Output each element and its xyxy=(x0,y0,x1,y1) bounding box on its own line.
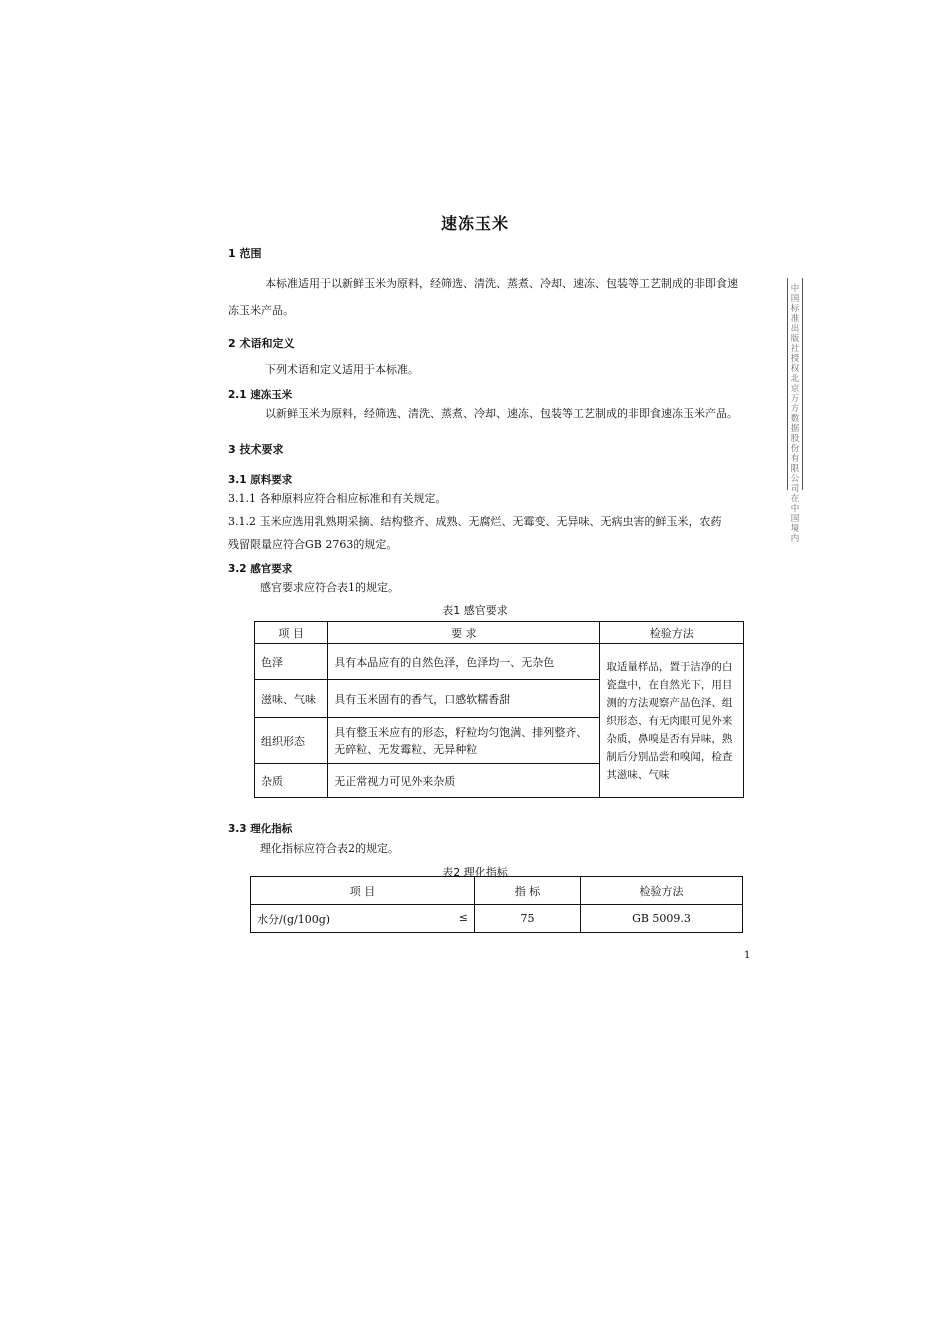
table-header-cell: 检验方法 xyxy=(581,877,743,905)
section-3-1-2-text-line-1: 3.1.2 玉米应选用乳熟期采摘、结构整齐、成熟、无腐烂、无霉变、无异味、无病虫害的鲜玉米，农药 xyxy=(228,515,722,528)
table-header-cell: 指 标 xyxy=(475,877,581,905)
section-3-2-text: 感官要求应符合表1的规定。 xyxy=(260,581,399,594)
section-2-1-text: 以新鲜玉米为原料，经筛选、清洗、蒸煮、冷却、速冻、包装等工艺制成的非即食速冻玉米产品。 xyxy=(265,407,738,420)
requirement-cell: 无正常视力可见外来杂质 xyxy=(328,764,600,798)
item-cell: 杂质 xyxy=(255,764,328,798)
table-2-caption: 表2 理化指标 xyxy=(442,866,508,879)
item-label: 水分/(g/100g) xyxy=(257,912,331,926)
section-3-2-heading: 3.2 感官要求 xyxy=(228,563,293,575)
item-cell: 组织形态 xyxy=(255,718,328,764)
test-method-cell xyxy=(600,644,744,798)
section-2-text: 下列术语和定义适用于本标准。 xyxy=(265,363,419,376)
requirement-cell xyxy=(328,718,600,764)
table-header-cell: 要 求 xyxy=(328,622,600,644)
method-line: 制后分别品尝和嗅闻，检查 xyxy=(606,750,733,763)
method-cell: GB 5009.3 xyxy=(581,905,743,933)
item-cell: 色泽 xyxy=(255,644,328,680)
section-2-heading: 2 术语和定义 xyxy=(228,337,295,350)
section-2-1-heading: 2.1 速冻玉米 xyxy=(228,389,293,401)
requirement-line: 具有整玉米应有的形态，籽粒均匀饱满、排列整齐、 xyxy=(334,725,588,739)
section-3-1-2-text-line-2: 残留限量应符合GB 2763的规定。 xyxy=(228,538,398,551)
requirement-cell: 具有本品应有的自然色泽，色泽均一、无杂色 xyxy=(328,644,600,680)
section-3-1-heading: 3.1 原料要求 xyxy=(228,474,293,486)
section-3-3-text: 理化指标应符合表2的规定。 xyxy=(260,842,399,855)
table-header-cell: 项 目 xyxy=(255,622,328,644)
method-line: 杂质，鼻嗅是否有异味，熟 xyxy=(606,732,733,745)
requirement-cell: 具有玉米固有的香气，口感软糯香甜 xyxy=(328,680,600,718)
item-cell xyxy=(251,905,475,933)
section-1-text-line-2: 冻玉米产品。 xyxy=(228,304,294,317)
method-line: 测的方法观察产品色泽、组 xyxy=(606,696,733,709)
method-line: 取适量样品，置于洁净的白 xyxy=(606,660,733,673)
method-line: 其滋味、气味 xyxy=(606,768,670,781)
requirement-line: 无碎粒、无发霉粒、无异种粒 xyxy=(334,742,478,756)
table-header-row xyxy=(251,877,743,905)
section-3-heading: 3 技术要求 xyxy=(228,443,284,456)
table-row xyxy=(255,644,744,680)
method-line: 织形态、有无肉眼可见外来 xyxy=(606,714,733,727)
less-equal-symbol: ≤ xyxy=(458,910,468,924)
table-header-row xyxy=(255,622,744,644)
section-1-text-line-1: 本标准适用于以新鲜玉米为原料，经筛选、清洗、蒸煮、冷却、速冻、包装等工艺制成的非即食速 xyxy=(265,277,738,290)
section-3-3-heading: 3.3 理化指标 xyxy=(228,823,293,835)
section-3-1-1-text: 3.1.1 各种原料应符合相应标准和有关规定。 xyxy=(228,492,447,505)
table-1-caption: 表1 感官要求 xyxy=(442,604,508,617)
table-row xyxy=(251,905,743,933)
side-margin-text: 中国标准出版社授权北京万方数据股份有限公司在中国境内 xyxy=(790,284,800,544)
sensory-requirements-table xyxy=(254,621,744,798)
section-1-heading: 1 范围 xyxy=(228,247,262,260)
item-cell: 滋味、气味 xyxy=(255,680,328,718)
document-title: 速冻玉米 xyxy=(440,214,509,233)
page-number: 1 xyxy=(744,950,751,961)
physicochemical-table xyxy=(250,876,743,933)
value-cell: 75 xyxy=(475,905,581,933)
method-line: 瓷盘中，在自然光下，用目 xyxy=(606,678,733,691)
table-header-cell: 检验方法 xyxy=(600,622,744,644)
table-header-cell: 项 目 xyxy=(251,877,475,905)
